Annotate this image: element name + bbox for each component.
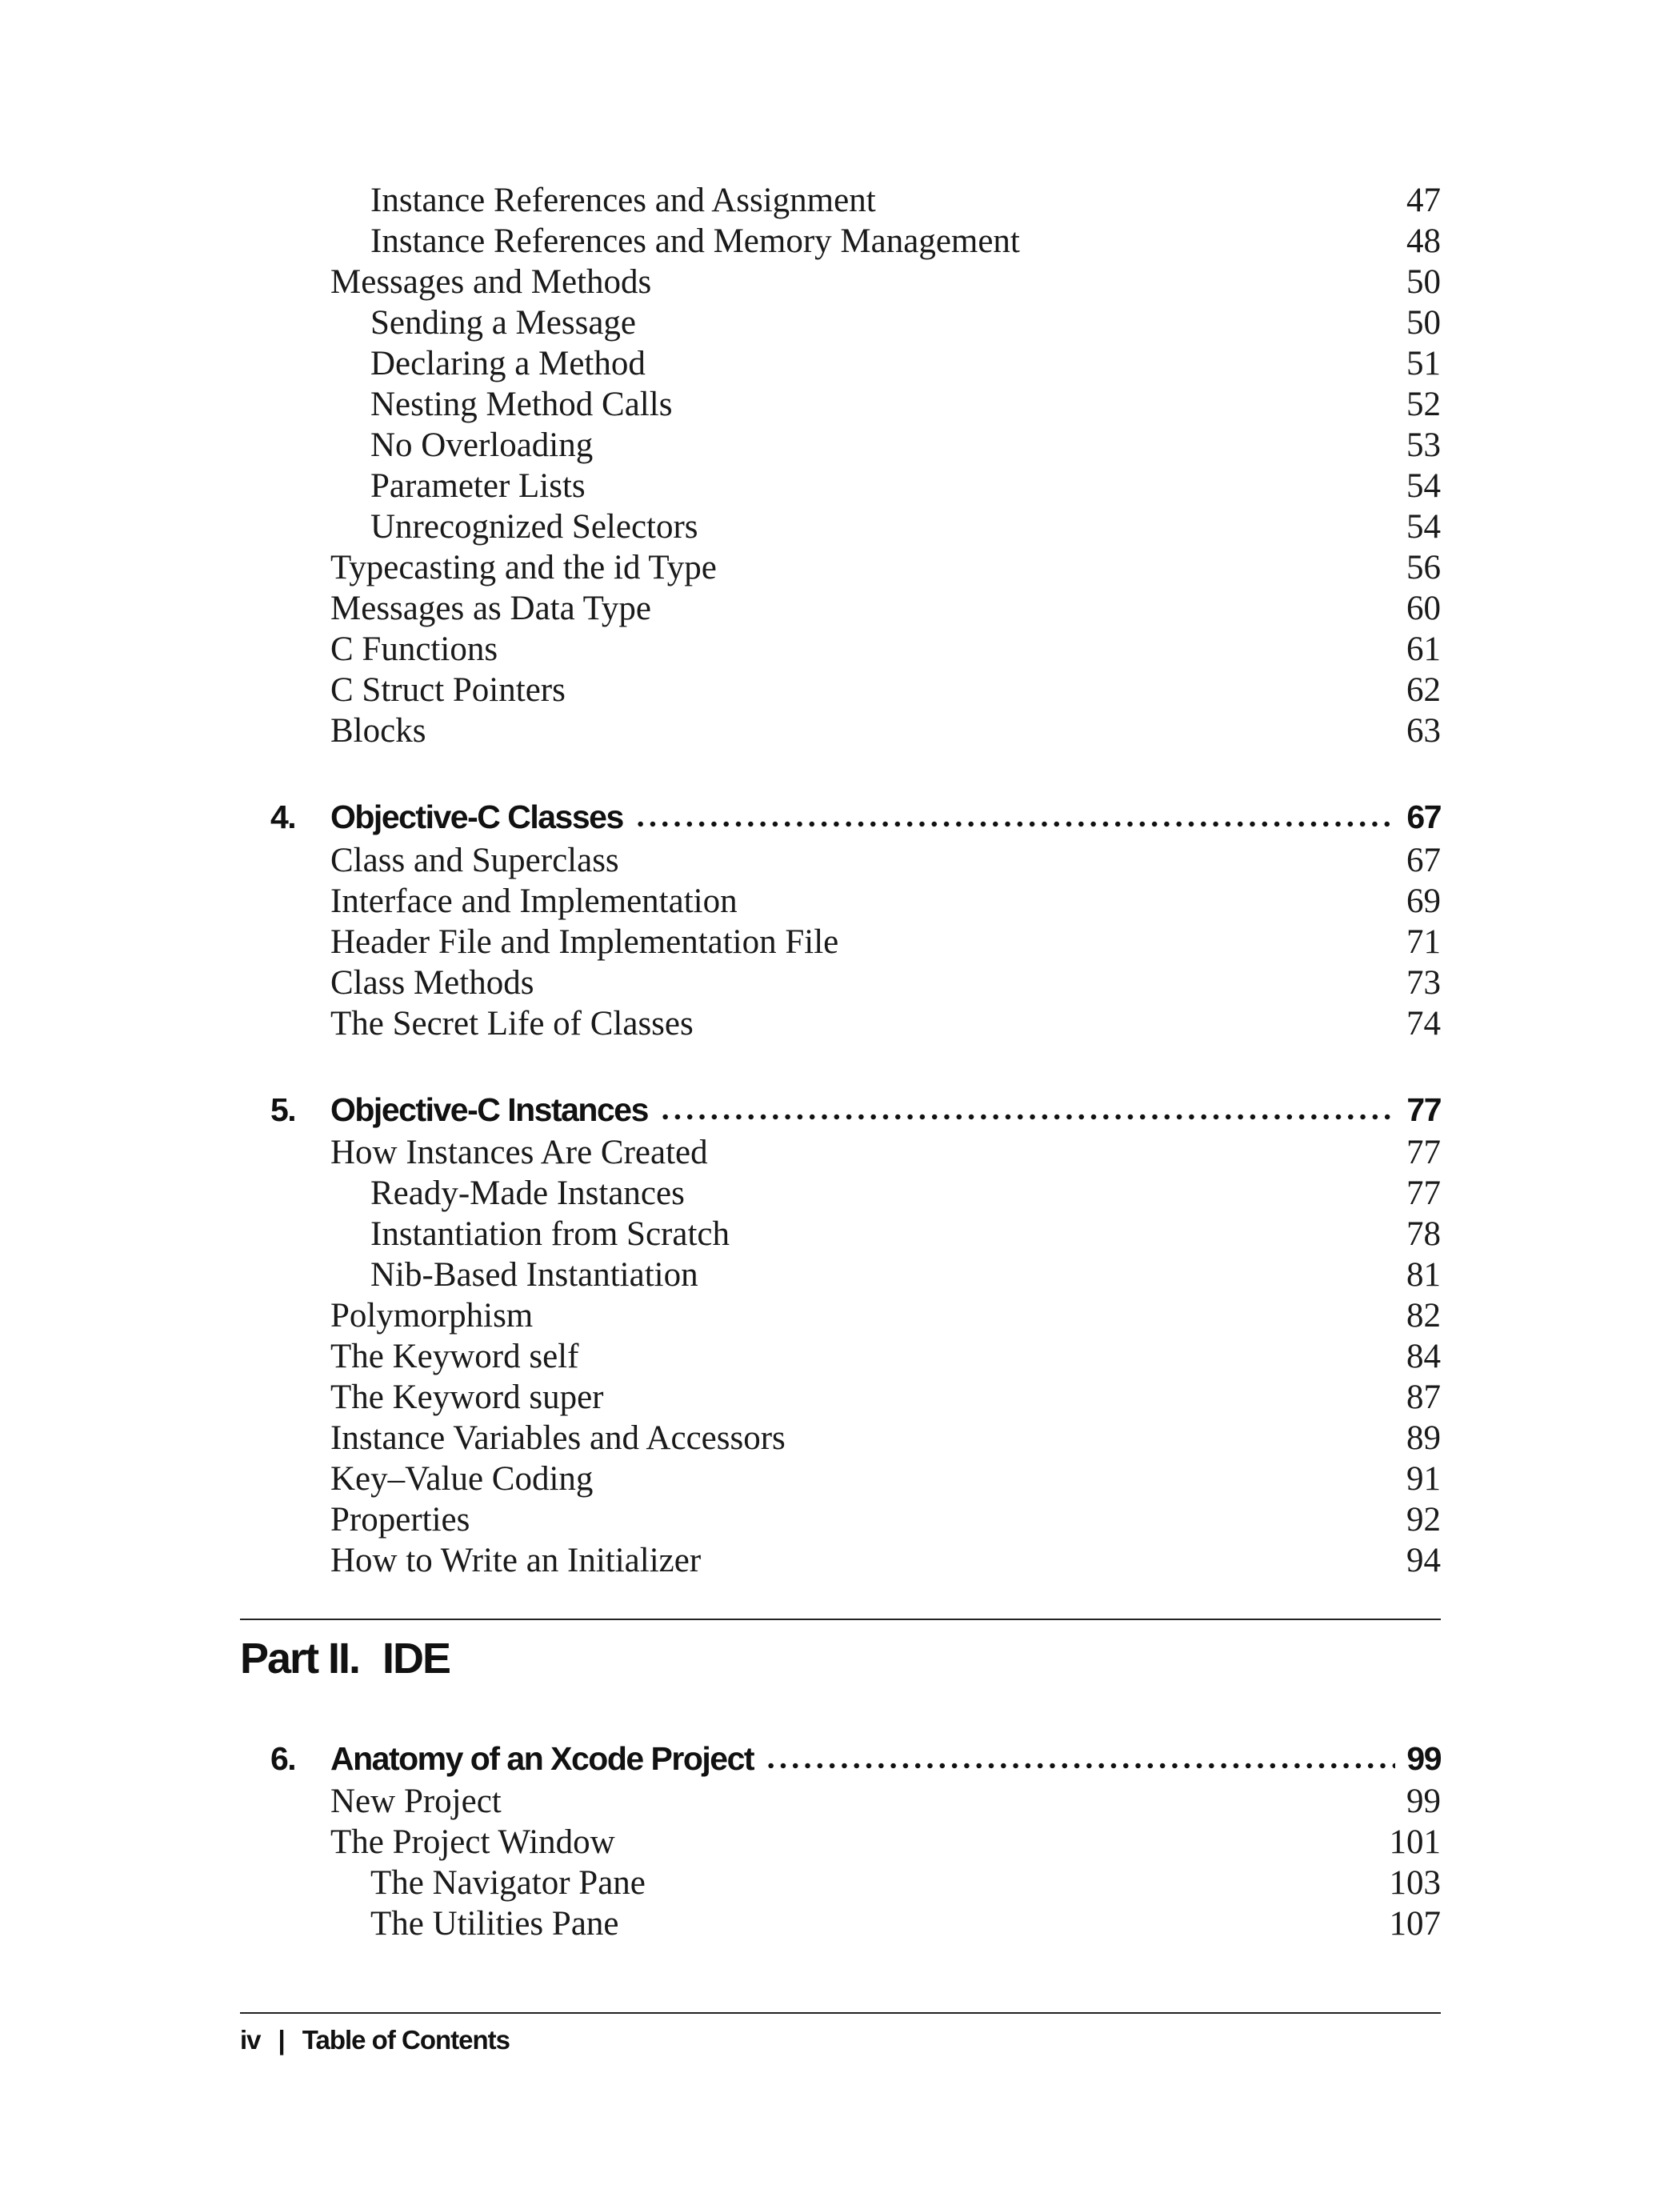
- toc-entry[interactable]: [330, 629, 1441, 670]
- toc-entry[interactable]: [330, 962, 1441, 1003]
- toc-entry[interactable]: [370, 1214, 1441, 1255]
- toc-entry-page: 87: [1406, 1379, 1441, 1416]
- page-footer: [240, 2024, 510, 2056]
- toc-entry-page: 103: [1389, 1864, 1441, 1902]
- toc-entry[interactable]: [330, 1418, 1441, 1459]
- toc-entry[interactable]: [330, 262, 1441, 302]
- chapter-page: 77: [1406, 1091, 1441, 1128]
- toc-entry[interactable]: [370, 384, 1441, 425]
- toc-entry-page: 54: [1406, 467, 1441, 505]
- toc-entry-page: 63: [1406, 712, 1441, 750]
- toc-entry[interactable]: [330, 710, 1441, 751]
- toc-entry[interactable]: [330, 1459, 1441, 1499]
- toc-entry-page: 56: [1406, 549, 1441, 586]
- toc-entry[interactable]: [330, 1781, 1441, 1822]
- toc-entry-title: C Struct Pointers: [330, 671, 566, 709]
- toc-entry-title: Interface and Implementation: [330, 882, 738, 920]
- toc-entry-title: The Project Window: [330, 1823, 615, 1861]
- toc-entry-page: 78: [1406, 1215, 1441, 1253]
- toc-entry-title: Header File and Implementation File: [330, 923, 839, 961]
- toc-entry-title: Blocks: [330, 712, 426, 750]
- toc-entry-title: Properties: [330, 1501, 470, 1539]
- toc-entry-title: Nib-Based Instantiation: [370, 1256, 698, 1294]
- toc-entry[interactable]: [330, 1822, 1441, 1863]
- part-label: Part II.: [240, 1635, 360, 1683]
- footer-section-title: Table of Contents: [302, 2025, 510, 2055]
- toc-entry[interactable]: [330, 1295, 1441, 1336]
- toc-entry-page: 62: [1406, 671, 1441, 709]
- toc-entry-title: Parameter Lists: [370, 467, 586, 505]
- toc-entry[interactable]: [370, 1863, 1441, 1903]
- toc-entry[interactable]: [330, 881, 1441, 922]
- toc-entry-title: New Project: [330, 1783, 502, 1820]
- chapter-number: 5.: [270, 1091, 296, 1128]
- footer-separator: |: [278, 2025, 285, 2055]
- toc-entry-page: 77: [1406, 1134, 1441, 1171]
- dot-leader: [765, 1763, 1395, 1769]
- chapter-number: 4.: [270, 798, 296, 835]
- chapter-heading-6[interactable]: [270, 1736, 1441, 1781]
- toc-entry-title: Instance References and Assignment: [370, 182, 876, 219]
- toc-entry-title: Messages as Data Type: [330, 590, 652, 627]
- toc-entry-title: Class Methods: [330, 964, 534, 1002]
- toc-entry-title: Instance Variables and Accessors: [330, 1419, 786, 1457]
- toc-entry-page: 60: [1406, 590, 1441, 627]
- toc-entry[interactable]: [330, 1499, 1441, 1540]
- toc-entry-page: 71: [1406, 923, 1441, 961]
- part-heading[interactable]: [240, 1631, 450, 1687]
- toc-entry-page: 84: [1406, 1338, 1441, 1375]
- toc-entry-title: Instantiation from Scratch: [370, 1215, 730, 1253]
- toc-entry[interactable]: [370, 466, 1441, 506]
- dot-leader: [659, 1114, 1396, 1120]
- toc-entry-title: Ready-Made Instances: [370, 1175, 685, 1212]
- toc-entry[interactable]: [370, 1255, 1441, 1295]
- chapter-number: 6.: [270, 1740, 296, 1777]
- chapter-page: 99: [1406, 1740, 1441, 1777]
- toc-entry[interactable]: [330, 1377, 1441, 1418]
- toc-entry[interactable]: [330, 922, 1441, 962]
- toc-entry-title: C Functions: [330, 630, 498, 668]
- part-divider-rule: [240, 1619, 1441, 1620]
- toc-entry-page: 51: [1406, 345, 1441, 382]
- toc-entry-title: Unrecognized Selectors: [370, 508, 698, 546]
- toc-entry-title: No Overloading: [370, 426, 594, 464]
- chapter-title: Anatomy of an Xcode Project: [330, 1740, 754, 1777]
- toc-entry-page: 52: [1406, 386, 1441, 423]
- toc-entry-page: 92: [1406, 1501, 1441, 1539]
- toc-entry-page: 50: [1406, 304, 1441, 342]
- toc-entry-page: 50: [1406, 263, 1441, 301]
- part-title: IDE: [382, 1635, 450, 1683]
- chapter-heading-4[interactable]: [270, 794, 1441, 839]
- toc-entry-title: Class and Superclass: [330, 842, 619, 879]
- toc-entry-page: 69: [1406, 882, 1441, 920]
- chapter-title: Objective-C Instances: [330, 1091, 648, 1128]
- toc-entry-title: The Navigator Pane: [370, 1864, 646, 1902]
- toc-entry-title: The Utilities Pane: [370, 1905, 619, 1943]
- toc-entry-title: How Instances Are Created: [330, 1134, 708, 1171]
- toc-entry[interactable]: [370, 1903, 1441, 1944]
- toc-entry[interactable]: [370, 506, 1441, 547]
- dot-leader: [634, 821, 1396, 827]
- toc-entry-page: 47: [1406, 182, 1441, 219]
- toc-entry[interactable]: [330, 1336, 1441, 1377]
- toc-entry-page: 89: [1406, 1419, 1441, 1457]
- toc-entry[interactable]: [370, 1173, 1441, 1214]
- toc-entry-title: Instance References and Memory Management: [370, 222, 1020, 260]
- toc-entry-title: How to Write an Initializer: [330, 1542, 702, 1579]
- toc-entry-title: Typecasting and the id Type: [330, 549, 717, 586]
- toc-entry[interactable]: [370, 180, 1441, 221]
- toc-entry-title: Messages and Methods: [330, 263, 652, 301]
- toc-entry-page: 81: [1406, 1256, 1441, 1294]
- toc-entry-page: 94: [1406, 1542, 1441, 1579]
- toc-entry[interactable]: [370, 302, 1441, 343]
- toc-entry-page: 91: [1406, 1460, 1441, 1498]
- chapter-title: Objective-C Classes: [330, 798, 623, 835]
- toc-entry-page: 61: [1406, 630, 1441, 668]
- chapter-heading-5[interactable]: [270, 1087, 1441, 1132]
- toc-entry-title: Nesting Method Calls: [370, 386, 673, 423]
- toc-entry[interactable]: [330, 547, 1441, 588]
- toc-entry[interactable]: [370, 343, 1441, 384]
- toc-entry-page: 54: [1406, 508, 1441, 546]
- toc-entry-title: The Keyword super: [330, 1379, 604, 1416]
- footer-rule: [240, 2012, 1441, 2014]
- toc-entry-page: 77: [1406, 1175, 1441, 1212]
- toc-entry-page: 99: [1406, 1783, 1441, 1820]
- toc-entry[interactable]: [330, 1003, 1441, 1044]
- toc-entry[interactable]: [370, 221, 1441, 262]
- footer-page-number: iv: [240, 2025, 261, 2055]
- toc-entry-title: Key–Value Coding: [330, 1460, 594, 1498]
- toc-entry-page: 107: [1389, 1905, 1441, 1943]
- toc-entry[interactable]: [330, 1540, 1441, 1581]
- toc-entry-title: Declaring a Method: [370, 345, 646, 382]
- toc-entry-title: The Keyword self: [330, 1338, 579, 1375]
- toc-entry-page: 73: [1406, 964, 1441, 1002]
- toc-entry-page: 67: [1406, 842, 1441, 879]
- toc-entry[interactable]: [330, 1132, 1441, 1173]
- toc-entry[interactable]: [370, 425, 1441, 466]
- toc-entry-title: The Secret Life of Classes: [330, 1005, 694, 1042]
- toc-entry-title: Sending a Message: [370, 304, 636, 342]
- toc-entry-page: 74: [1406, 1005, 1441, 1042]
- toc-entry-page: 82: [1406, 1297, 1441, 1335]
- toc-entry[interactable]: [330, 670, 1441, 710]
- toc-entry[interactable]: [330, 840, 1441, 881]
- toc-entry[interactable]: [330, 588, 1441, 629]
- toc-entry-title: Polymorphism: [330, 1297, 534, 1335]
- toc-entry-page: 101: [1389, 1823, 1441, 1861]
- chapter-page: 67: [1406, 798, 1441, 835]
- toc-entry-page: 48: [1406, 222, 1441, 260]
- toc-entry-page: 53: [1406, 426, 1441, 464]
